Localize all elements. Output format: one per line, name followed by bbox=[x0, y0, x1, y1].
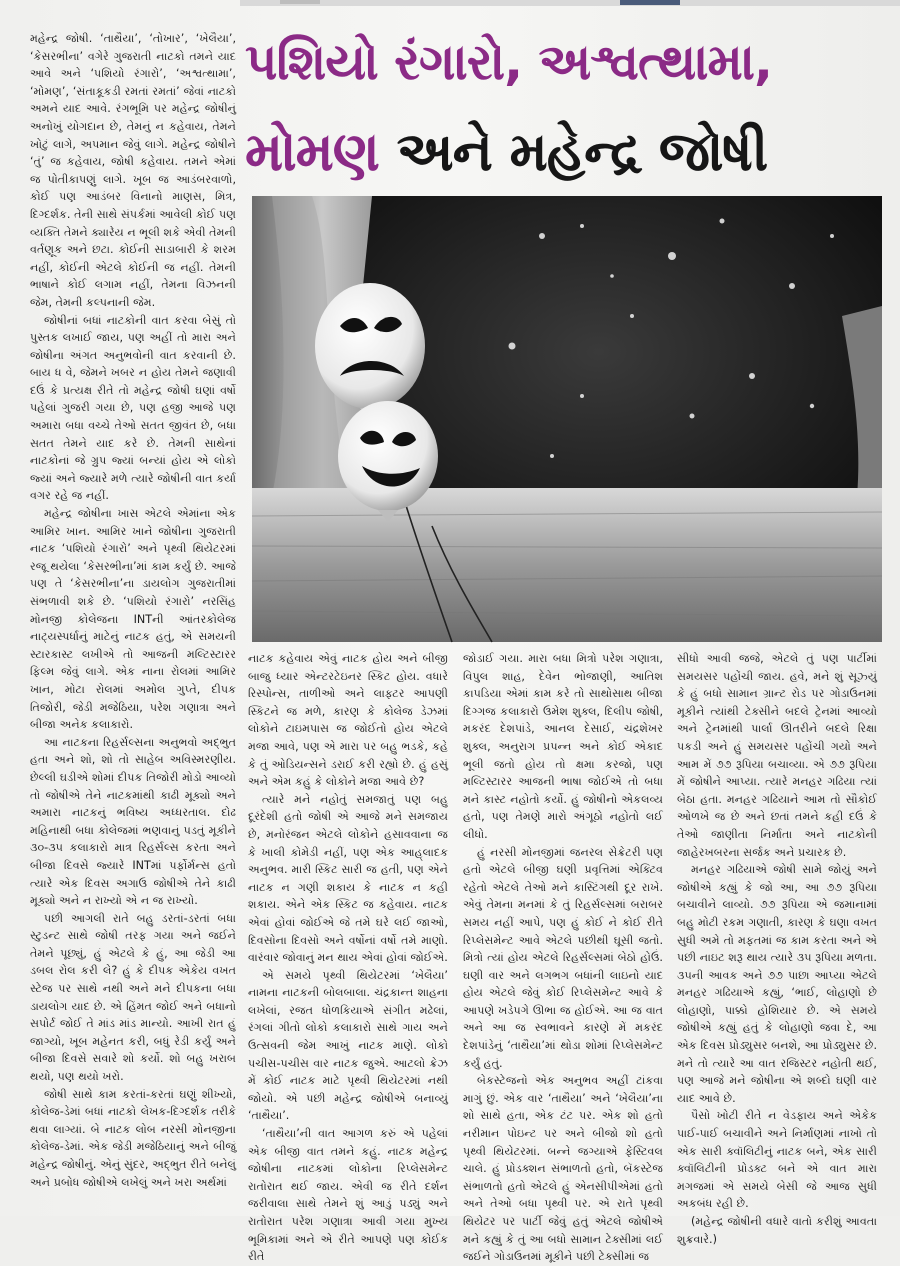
headline-line-1: પશિયો રંગારો, અશ્વત્થામા, bbox=[245, 33, 773, 91]
article-column-2 bbox=[248, 650, 448, 1264]
paragraph: સીધો આવી જજે, એટલે તું પણ પાર્ટીમાં સમયસર પહોંચી જાય. હવે, મને શું સૂઝ્યું કે હું બધો સામાન ગ્રાન્ટ રોડ પર ગોડાઉનમાં મૂકીને ત્યાંથી ટેક્સીને બદલે ટ્રેનમાં આવ્યો અને ટ્રેનમાંથી પાર્લા ઊતરીને બદલે રિક્ષા પકડી અને હું સમયસર પહોંચી ગયો અને આમ મેં ૭૭ રૂપિયા બચાવ્યા. એ ૭૭ રૂપિયા મેં જોષીને આપ્યા. ત્યારે મનહર ગઢિયા ત્યાં બેઠા હતા. મનહર ગઢિયાને આમ તો સૌકોઈ ઓળખે જ છે અને છતાં તમને કહી દઉં કે તેઓ જાણીતા નિર્માતા અને નાટકોની જાહેરખબરના સર્જક અને પ્રચારક છે. bbox=[677, 652, 877, 859]
article-photo bbox=[252, 196, 882, 642]
paragraph: પછી આગલી રાતે બહુ ડરતાં-ડરતાં બધા સ્ટુડન્ટ સાથે જોષી તરફ ગયા અને જઈને તેમને પૂછ્યું, હું એટલે કે હું, આ જેડી આ ડબલ રોલ કરી લે? હું કે દીપક એકેય વખત સ્ટેજ પર સાથે નથી અને મને દીપકના બધા ડાયલોગ યાદ છે. એ હિંમત જોઈ અને બધાનો સપોર્ટ જોઈ તે માંડ માંડ માન્યો. આખી રાત હું જાગ્યો, ખૂબ મહેનત કરી, બધું રેડી કર્યું અને બીજા દિવસે સવારે શો કર્યો. શો બહુ ખરાબ થયો, પણ થયો ખરો. bbox=[30, 911, 236, 1084]
article-column-1 bbox=[30, 30, 236, 1210]
paragraph: હું નરસી મોનજીમાં જનરલ સેક્રેટરી પણ હતો એટલે બીજી ઘણી પ્રવૃત્તિમાં એક્ટિવ રહેતો એટલે તેઓ મને કાસ્ટિંગથી દૂર રાખે. એવું તેમના મનમાં કે તું રિહર્સલ્સમાં બરાબર સમય નહીં આપે, પણ હું કોઈ ને કોઈ રીતે રિપ્લેસમેન્ટ આવે એટલે પછીથી ઘૂસી જતો. મિત્રો ત્યાં હોય એટલે રિહર્સલ્સમાં બેઠો હોઉં. ઘણી વાર અને લગભગ બધાંની લાઇનો યાદ હોય એટલે જેવું કોઈ રિપ્લેસમેન્ટ આવે કે આપણે ખડેપગે ઊભા જ હોઈએ. આ જ વાત અને આ જ સ્વભાવને કારણે મેં મકરંદ દેશપાંડેનું ‘તાથૈયા’માં થોડા શોમાં રિપ્લેસમેન્ટ કર્યું હતું. bbox=[463, 845, 663, 1070]
paragraph: ત્યારે મને નહોતું સમજાતું પણ બહુ દૂરંદેશી હતો જોષી એ આજે મને સમજાય છે, મનોરંજન એટલે લોકોને હસાવવાના જ કે ખાલી કોમેડી નહીં, પણ એક આહ્‌લાદક અનુભવ. મારી સ્કિટ સારી જ હતી, પણ એને નાટક ન ગણી શકાય કે નાટક ન કહી શકાય. એને એક સ્કિટ જ કહેવાય. નાટક એવાં હોવાં જોઈએ જે તમે ઘરે લઈ જાઓ, દિવસોના દિવસો અને વર્ષોનાં વર્ષો તમે માણો. વારંવાર જોવાનું મન થાય એવાં હોવાં જોઈએ. bbox=[248, 792, 448, 965]
paragraph: એ સમયે પૃથ્વી થિયેટરમાં ‘ખેલૈયા’ નામના નાટકની બોલબાલા. ચંદ્રકાન્ત શાહના લખેલાં, રજત ધોળકિયાએ સંગીત મઢેલાં, રંગલાં ગીતો લોકો કલાકારો સાથે ગાય અને ઉત્સવની જેમ આખું નાટક માણે. લોકો પચીસ-પચીસ વાર નાટક જુએ. આટલો ક્રેઝ મેં કોઈ નાટક માટે પૃથ્વી થિયેટરમાં નથી જોયો. એ પછી મહેન્દ્ર જોષીએ બનાવ્યું ‘તાથૈયા’. bbox=[248, 968, 448, 1123]
top-strip bbox=[240, 0, 900, 6]
headline-momana: મોમણ bbox=[245, 120, 379, 183]
top-strip-mark bbox=[280, 0, 320, 4]
paragraph: મહેન્દ્ર જોષીના ખાસ એટલે એમાંના એક આમિર ખાન. આમિર ખાને જોષીના ગુજરાતી નાટક ‘પશિયો રંગારો’ અને પૃથ્વી થિયેટરમાં રજૂ થયેલા ‘કેસરભીના’માં કામ કર્યું છે. આજે પણ તે ‘કેસરભીના’ના ડાયલોગ ગુજરાતીમાં સંભળાવી શકે છે. ‘પશિયો રંગારો’ નરસિંહ મોનજી કોલેજના INTની આંતરકોલેજ નાટ્યસ્પર્ધાનું માટેનું નાટક હતું, એ સમયની સ્ટારકાસ્ટ લખીએ તો આજની મલ્ટિસ્ટારર ફિલ્મ જેવું લાગે. એક નાના રોલમાં આમિર ખાન, મોટા રોલમાં અમોલ ગુપ્તે, દીપક તિજોરી, જેડી મજેઠિયા, પરેશ ગણાત્રા અને બીજા અનેક કલાકારો. bbox=[30, 507, 236, 732]
article-column-3 bbox=[463, 650, 663, 1264]
paragraph: ‘તાથૈયા’ની વાત આગળ કરું એ પહેલાં એક બીજી વાત તમને કહું. નાટક મહેન્દ્ર જોષીના નાટકમાં લોકોના રિપ્લેસમેન્ટ રાતોરાત થઈ જાય. એવી જ રીતે દર્શન જરીવાલા સાથે તેમને શું આડું પડ્યું અને રાતોરાત પરેશ ગણાત્રા આવી ગયા મુખ્ય ભૂમિકામાં અને એ રીતે આપણે પણ કોઈક રીતે bbox=[248, 1127, 448, 1264]
paragraph: પૈસો ખોટી રીતે ન વેડફાય અને એકેક પાઈ-પાઈ બચાવીને અને નિર્માણમાં નાખો તો એક સારી ક્વૉલિટીનું નાટક બને, એક સારી ક્વૉલિટીની પ્રોડક્ટ બને એ વાત મારા મગજમાં એ સમયે બેસી જે આજ સુધી અકબંધ રહી છે. bbox=[677, 1109, 877, 1211]
paragraph: જોડાઈ ગયા. મારા બધા મિત્રો પરેશ ગણાત્રા, વિપુલ શાહ, દેવેન ભોજાણી, આતિશ કાપડિયા એમાં કામ કરે તો સાથોસાથ બીજા દિગ્ગજ કલાકારો ઉમેશ શુક્લ, દિલીપ જોષી, મકરંદ દેશપાંડે, આનલ દેસાઈ, ચંદ્રશેખર શુક્લ, અનુરાગ પ્રપન્ન અને કોઈ એકાદ ભૂલી જતો હોય તો ક્ષમા કરજો, પણ મલ્ટિસ્ટારર આજની ભાષા જોઈએ તો બધા મને કાસ્ટ નહોતો કર્યો. હું જોષીનો એકલવ્ય હતો, પણ તેમણે મારો અંગૂઠો નહોતો લઈ લીધો. bbox=[463, 652, 663, 841]
article-column-4 bbox=[677, 650, 877, 1246]
headline-line-2 bbox=[245, 112, 900, 192]
headline-rest: અને મહેન્દ્ર જોષી bbox=[378, 120, 768, 183]
paragraph: બેકસ્ટેજનો એક અનુભવ અહીં ટાંકવા માગું છું. એક વાર ‘તાથૈયા’ અને ‘ખેલૈયા’ના શો સાથે હતા, એક ટંટ પર. એક શો હતો નરીમાન પોઇન્ટ પર અને બીજો શો હતો પૃથ્વી થિયેટરમાં. બન્ને જગ્યાએ ફેસ્ટિવલ ચાલે. હું પ્રોડક્શન સંભાળતો હતો, બૅકસ્ટેજ સંભાળતો હતો એટલે હું એનસીપીએમાં હતો અને તેઓ બધા પૃથ્વી પર. એ રાતે પૃથ્વી થિયેટર પર પાર્ટી જેવું હતું એટલે જોષીએ મને કહ્યું કે તું આ બધો સામાન ટેક્સીમાં લઈ જઈને ગોડાઉનમાં મૂકીને પછી ટેક્સીમાં જ bbox=[463, 1074, 663, 1264]
paragraph: જોષીનાં બધાં નાટકોની વાત કરવા બેસું તો પુસ્તક લખાઈ જાય, પણ અહીં તો મારા અને જોષીના અંગત અનુભવોની વાત કરવાની છે. બાય ધ વે, જેમને ખબર ન હોય તેમને જણાવી દઉં કે પ્રત્યક્ષ રીતે તો મહેન્દ્ર જોષી ઘણાં વર્ષો પહેલાં ગુજરી ગયા છે, પણ હજી આજે પણ અમારા બધા વચ્ચે તેઓ સતત જીવંત છે, બધા સતત તેમને યાદ કરે છે. તેમની સાથેનાં નાટકોનાં જે ગ્રુપ જ્યાં બન્યાં હોય એ લોકો જ્યાં અને જ્યારે મળે ત્યારે જોષીની વાત કર્યા વગર રહે જ નહીં. bbox=[30, 313, 236, 503]
paragraph: મહેન્દ્ર જોષી. ‘તાથૈયા’, ‘તોખાર’, ‘ખેલૈયા’, ‘કેસરભીના’ વગેરે ગુજરાતી નાટકો તમને યાદ આવે અને ‘પશિયો રંગારો’, ‘અશ્વત્થામા’, ‘મોમણ’, ‘સંતાકૂકડી રમતાં રમતાં’ જેવાં નાટકો અમને યાદ આવે. રંગભૂમિ પર મહેન્દ્ર જોષીનું અનોખું યોગદાન છે, તેમનું ન કહેવાય, તેમને ખોટું લાગે, અપમાન જેવું લાગે. મહેન્દ્ર જોષીને ‘તું’ જ કહેવાય, જોષી કહેવાય. તમને એમાં જ પોતીકાપણું લાગે. ખૂબ જ આડંબરવાળો, કોઈ પણ આડંબર વિનાનો માણસ, મિત્ર, દિગ્દર્શક. તેની સાથે સંપર્કમાં આવેલી કોઈ પણ વ્યક્તિ તેમને ક્યારેય ન ભૂલી શકે એવી તેમની વર્તણૂક અને છટા. કોઈની સાડાબારી કે શરમ નહીં, કોઈની એટલે કોઈની જ નહીં. તેમની ભાષાને કોઈ લગામ નહીં, તેમના વિઝનની જેમ, તેમની કલ્પનાની જેમ. bbox=[30, 32, 236, 309]
paragraph: આ નાટકના રિહર્સલ્સના અનુભવો અદ્‌ભુત હતા અને શો, શો તો સાહેબ અવિસ્મરણીય. છેલ્લી ઘડીએ શોમાં દીપક તિજોરી મોડો આવ્યો તો જોષીએ તેને નાટકમાંથી કાઢી મૂક્યો અને અમારા નાટકનું ભવિષ્ય અધ્ધરતાલ. દોઢ મહિનાથી બધા કોલેજમાં ભણવાનું પડતું મૂકીને ૩૦-૩૫ કલાકારો માત્ર રિહર્સલ્સ કરતા અને બીજા દિવસે જ્યારે INTમાં પર્ફોર્મન્સ હતો ત્યારે એક દિવસ અગાઉ જોષીએ તેને કાઢી મૂક્યો અને ન રાખ્યો એ ન જ રાખ્યો. bbox=[30, 735, 236, 908]
balloon-masks-photo bbox=[252, 196, 882, 642]
paragraph: મનહર ગઢિયાએ જોષી સામે જોયું અને જોષીએ કહ્યું કે જો આ, આ ૭૭ રૂપિયા બચાવીને લાવ્યો. ૭૭ રૂપિયા એ જમાનામાં બહુ મોટી રકમ ગણાતી, કારણ કે ઘણા વખત સુધી અમે તો મફતમાં જ કામ કરતા અને એ પછી નાઇટ શરૂ થાય ત્યારે ૩૫ રૂપિયા મળતા. ૩૫ની આવક અને ૭૭ પાછા આપ્યા એટલે મનહર ગઢિયાએ કહ્યું, ‘ભાઈ, લોહાણો છે લોહાણો, પાક્કો હોશિયાર છે. એ સમયે જોષીએ કહ્યું હતું કે લોહાણો જવા દે, આ એક દિવસ પ્રોડ્યુસર બનશે, આ પ્રોડ્યુસર છે. મને તો ત્યારે આ વાત રજિસ્ટર નહોતી થઈ, પણ આજે મને જોષીના એ શબ્દો ઘણી વાર યાદ આવે છે. bbox=[677, 863, 877, 1105]
paragraph: નાટક કહેવાય એવું નાટક હોય અને બીજી બાજુ ધ્યાર એન્ટરટેઇનર સ્કિટ હોય. વધારે રિસ્પોન્સ, તાળીઓ અને લાફ્ટર આપણી સ્કિટને જ મળે, કારણ કે કોલેજ ડેઝમાં લોકોને ટાઇમપાસ જ જોઈતો હોય એટલે મજા આવે, પણ એ મારા પર બહુ ભડકે, કહે કે તું ઓડિયન્સને ડરાઈ કરી રહ્યો છે. હું હસું અને એમ કહું કે લોકોને મજા આવે છે? bbox=[248, 652, 448, 789]
paragraph: (મહેન્દ્ર જોષીની વધારે વાતો કરીશું આવતા શુક્રવારે.) bbox=[677, 1215, 877, 1246]
top-strip-block bbox=[620, 0, 680, 5]
paragraph: જોષી સાથે કામ કરતાં-કરતાં ઘણું શીખ્યો, કોલેજ-ડેમાં બધાં નાટકો લેખક-દિગ્દર્શક તરીકે થવા લાગ્યાં. બે નાટક લોબ નરસી મોનજીના કોલેજ-ડેમાં. એક જેડી મજેઠિયાનું અને બીજું મહેન્દ્ર જોષીનું. એનું સુંદર, અદ્‌ભુત રીતે બનેલું અને પ્રબોધ જોષીએ લખેલું અને ખરા અર્થમાં bbox=[30, 1087, 236, 1189]
